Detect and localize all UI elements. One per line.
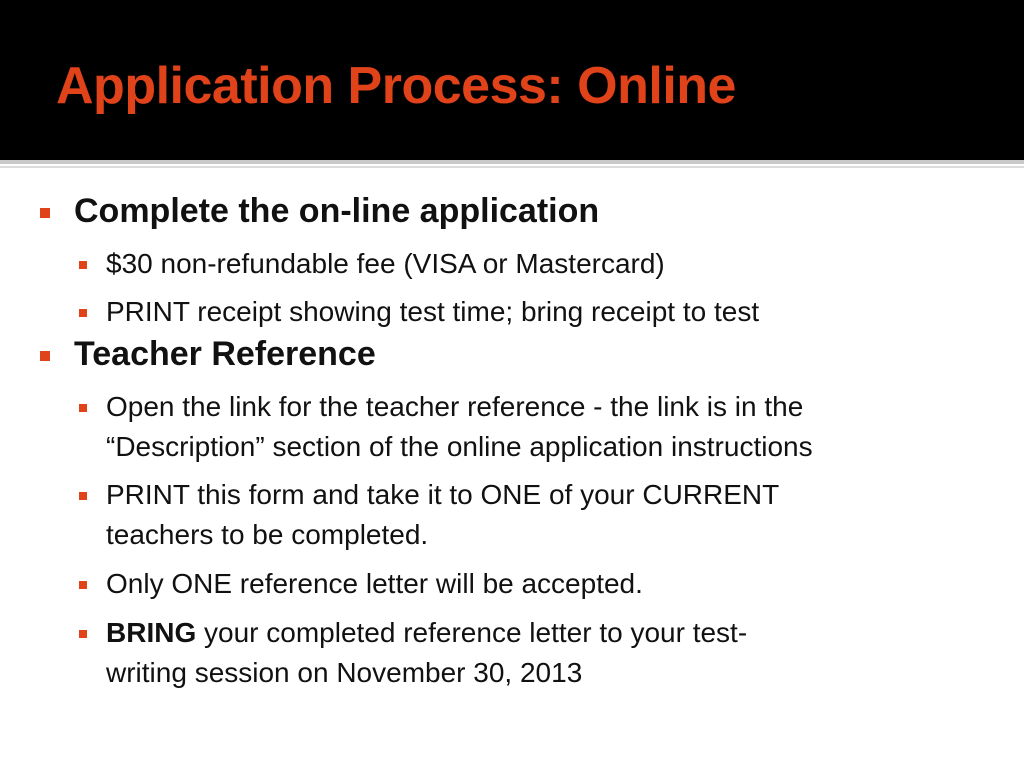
list-item-line: PRINT receipt showing test time; bring receipt to test bbox=[106, 296, 760, 327]
list-item-line: PRINT this form and take it to ONE of your CURRENT bbox=[106, 479, 780, 510]
list-item-line: Only ONE reference letter will be accepted. bbox=[106, 568, 643, 599]
slide-title: Application Process: Online bbox=[56, 57, 736, 115]
list-item bbox=[106, 387, 1006, 467]
square-bullet-icon bbox=[79, 404, 87, 412]
square-bullet-icon bbox=[79, 309, 87, 317]
list-item bbox=[106, 244, 1006, 284]
section-heading: Teacher Reference bbox=[74, 335, 376, 373]
square-bullet-icon bbox=[79, 261, 87, 269]
list-item bbox=[106, 475, 1006, 555]
list-item-line bbox=[106, 613, 1006, 653]
square-bullet-icon bbox=[79, 581, 87, 589]
bold-lead: BRING bbox=[106, 617, 197, 648]
list-item-line: “Description” section of the online application instructions bbox=[106, 431, 813, 462]
list-item bbox=[106, 613, 1006, 693]
list-item-line: writing session on November 30, 2013 bbox=[106, 657, 583, 688]
square-bullet-icon bbox=[40, 208, 50, 218]
list-item bbox=[106, 564, 1006, 604]
list-item-line: Open the link for the teacher reference - the link is in the bbox=[106, 391, 804, 422]
square-bullet-icon bbox=[79, 630, 87, 638]
square-bullet-icon bbox=[79, 492, 87, 500]
square-bullet-icon bbox=[40, 351, 50, 361]
list-item-text: your completed reference letter to your test- bbox=[196, 617, 748, 648]
list-item bbox=[106, 292, 1006, 332]
list-item-line: $30 non-refundable fee (VISA or Mastercard) bbox=[106, 248, 665, 279]
list-item-line: teachers to be completed. bbox=[106, 519, 429, 550]
section-heading: Complete the on-line application bbox=[74, 192, 600, 230]
